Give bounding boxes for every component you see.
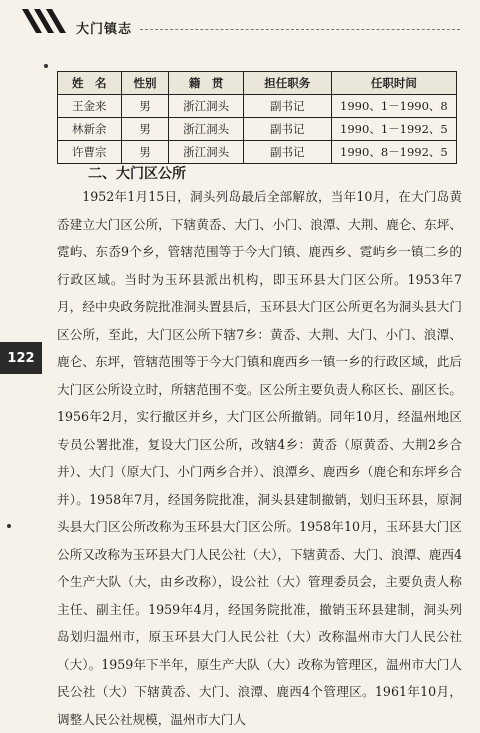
section-heading: 二、大门区公所: [88, 166, 186, 182]
body-text: [57, 183, 462, 733]
cell-native-place: 浙江洞头: [169, 95, 243, 118]
section-paragraph: 1952年1月15日，洞头列岛最后全部解放，当年10月，在大门岛黄岙建立大门区公所，下辖黄岙、大门、小门、浪潭、大荆、鹿仑、东坪、霓屿、东岙9个乡，管辖范围等于今大门镇、鹿西乡、霓屿乡一镇二乡的行政区域。当时为玉环县派出机构，即玉环县大门区公所。1953年7月，经中央政务院批准洞头置县后，玉环县大门区公所更名为洞头县大门区公所，至此，大门区公所下辖7乡：黄岙、大荆、大门、小门、浪潭、鹿仑、东坪，管辖范围等于今大门镇和鹿西乡一镇一乡的行政区域，此后大门区公所设立时，所辖范围不变。区公所主要负责人称区长、副区长。1956年2月，实行撤区并乡，大门区公所撤销。同年10月，经温州地区专员公署批准，复设大门区公所，改辖4乡：黄岙（原黄岙、大荆2乡合并）、大门（原大门、小门两乡合并）、浪潭乡、鹿西乡（鹿仑和东坪乡合并）。1958年7月，经国务院批准，洞头县建制撤销，划归玉环县，原洞头县大门区公所改称为玉环县大门区公所。1958年10月，玉环县大门区公所又改称为玉环县大门人民公社（大），下辖黄岙、大门、浪潭、鹿西4个生产大队（大，由乡改称），设公社（大）管理委员会，主要负责人称主任、副主任。1959年4月，经国务院批准，撤销玉环县建制，洞头列岛划归温州市，原玉环县大门人民公社（大）改称温州市大门人民公社（大）。1959年下半年，原生产大队（大）改称为管理区，温州市大门人民公社（大）下辖黄岙、大门、浪潭、鹿西4个管理区。1961年10月，调整人民公社规模，温州市大门人: [57, 189, 462, 727]
cell-native-place: 浙江洞头: [169, 118, 243, 141]
cell-position: 副书记: [243, 141, 331, 164]
cell-gender: 男: [121, 141, 169, 164]
cell-term: 1990、1－1992、5: [331, 118, 456, 141]
page-number: 122: [0, 342, 42, 374]
officials-table: [57, 71, 457, 164]
cell-position: 副书记: [243, 95, 331, 118]
cell-name: 林新余: [58, 118, 122, 141]
cell-name: 许曹宗: [58, 141, 122, 164]
header-slash-ornament: [20, 8, 68, 34]
cell-name: 王金来: [58, 95, 122, 118]
column-header-position: 担任职务: [243, 72, 331, 95]
column-header-name: 姓 名: [58, 72, 122, 95]
column-header-gender: 性别: [121, 72, 169, 95]
print-speck: [7, 524, 11, 528]
cell-term: 1990、8－1992、5: [331, 141, 456, 164]
column-header-native-place: 籍 贯: [169, 72, 243, 95]
header-rule: [140, 29, 460, 30]
table-row: [58, 118, 457, 141]
cell-term: 1990、1－1990、8: [331, 95, 456, 118]
running-header-title: 大门镇志: [76, 22, 133, 37]
table-header-row: [58, 72, 457, 95]
cell-position: 副书记: [243, 118, 331, 141]
table-row: [58, 141, 457, 164]
column-header-term: 任职时间: [331, 72, 456, 95]
print-speck: [44, 64, 48, 68]
cell-gender: 男: [121, 95, 169, 118]
cell-native-place: 浙江洞头: [169, 141, 243, 164]
cell-gender: 男: [121, 118, 169, 141]
table-row: [58, 95, 457, 118]
